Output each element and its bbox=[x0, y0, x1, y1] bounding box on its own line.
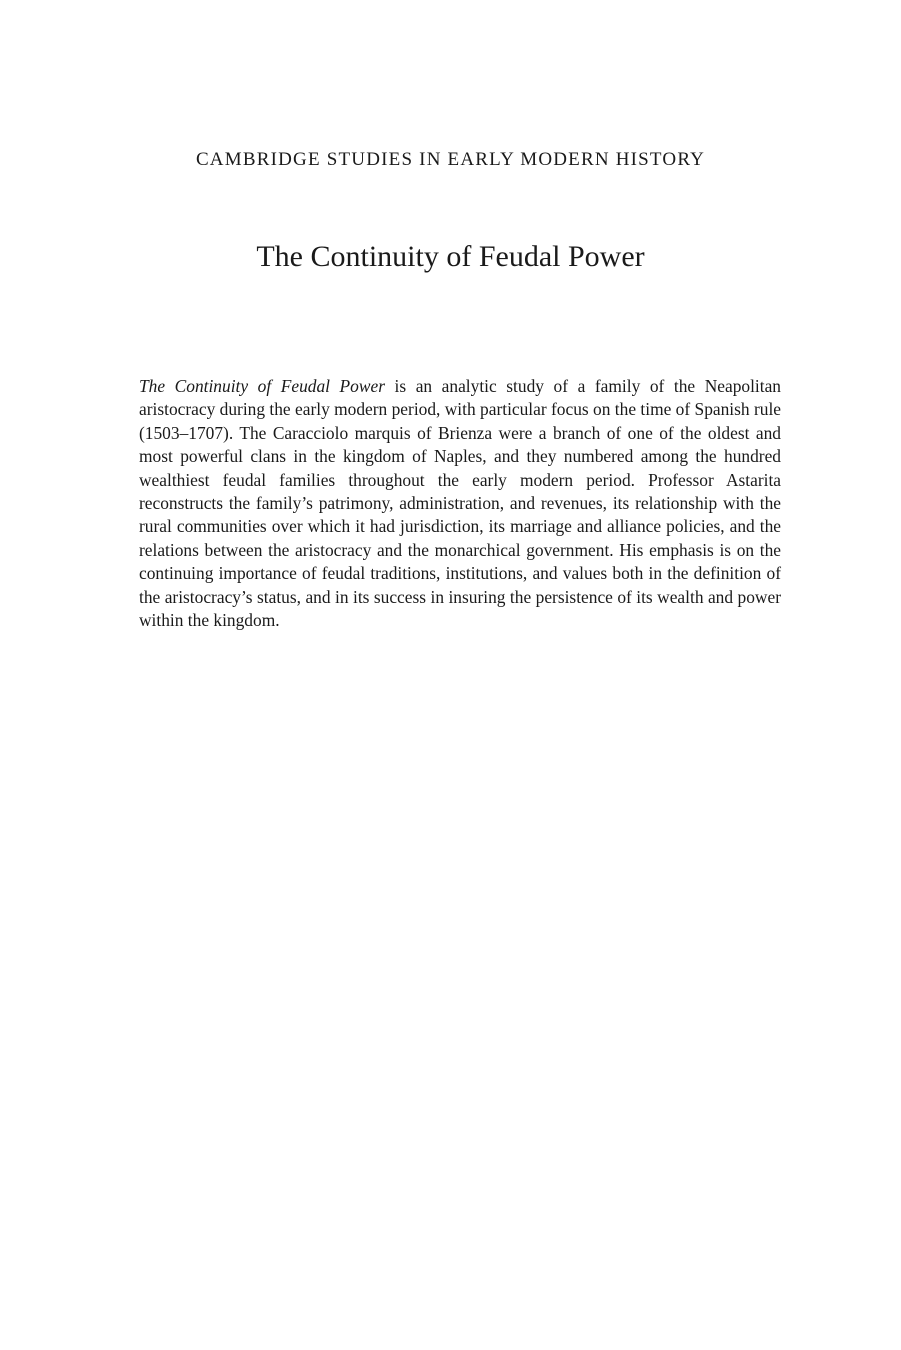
book-description-title: The Continuity of Feudal Power bbox=[139, 376, 385, 396]
book-description-text: is an analytic study of a family of the Neapolitan aristocracy during the early modern period, with particular focus on the time of Spanish rule (1503–1707). The Caracciolo marquis of Brienza were a branch of one of the oldest and most powerful clans in the kingdom of Naples, and they numbered among the hundred wealthiest feudal families throughout the early modern period. Professor Astarita reconstructs the family’s patrimony, administration, and revenues, its relationship with the rural communities over which it had jurisdiction, its marriage and alliance policies, and the relations between the aristocracy and the monarchical government. His emphasis is on the continuing importance of feudal traditions, institutions, and values both in the definition of the aristocracy’s status, and in its success in insuring the persistence of its wealth and power within the kingdom. bbox=[139, 376, 781, 631]
book-title: The Continuity of Feudal Power bbox=[256, 240, 645, 273]
series-heading: CAMBRIDGE STUDIES IN EARLY MODERN HISTORY bbox=[195, 149, 706, 170]
book-description bbox=[139, 375, 781, 632]
